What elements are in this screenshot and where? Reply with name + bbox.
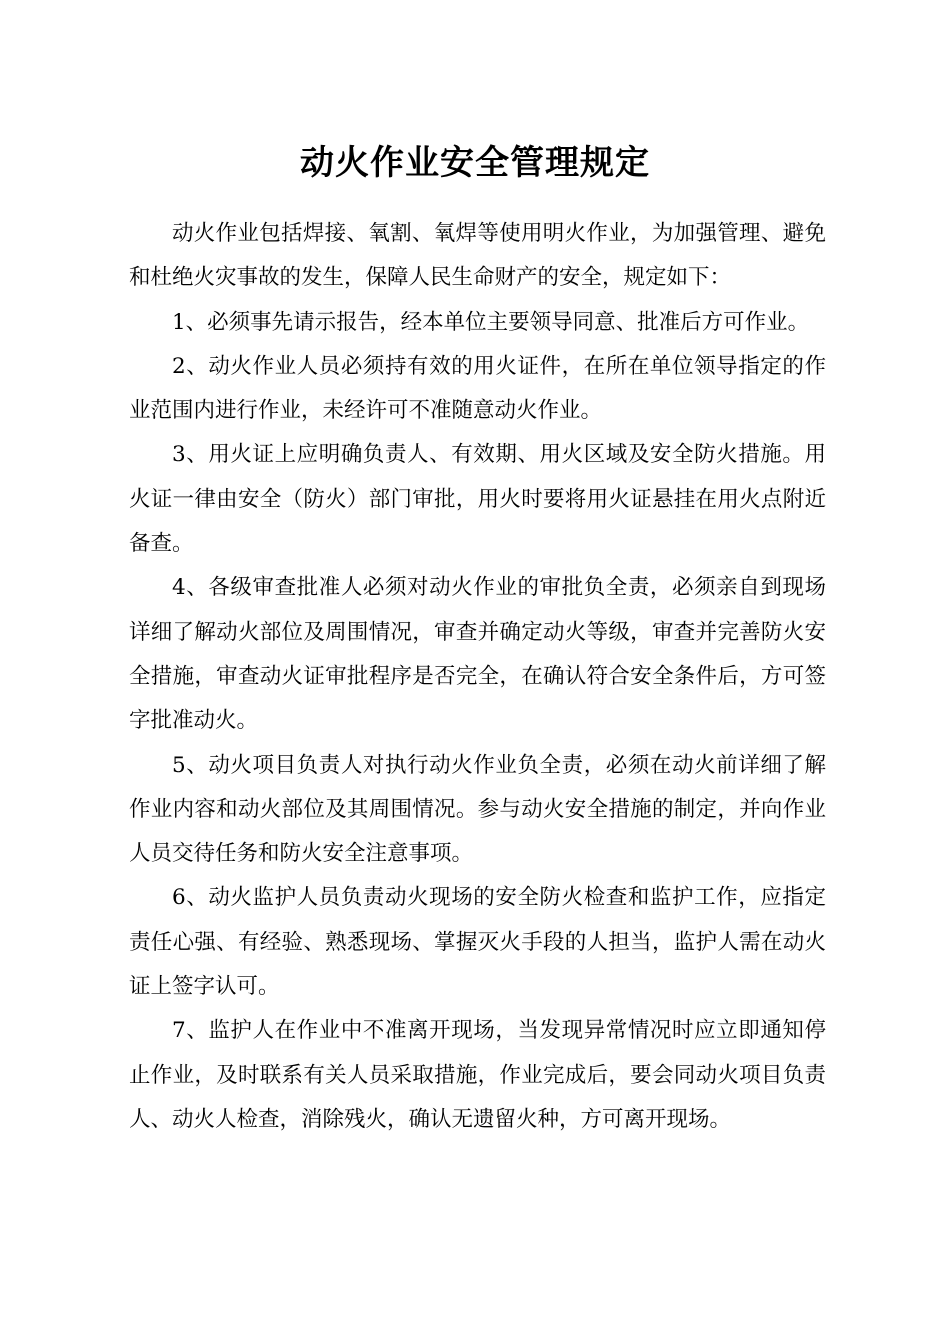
paragraph-rule-1: 1、必须事先请示报告，经本单位主要领导同意、批准后方可作业。 xyxy=(172,309,810,335)
paragraph-rule-5: 5、动火项目负责人对执行动火作业负全责，必须在动火前详细了解作业内容和动火部位及其周围情况。参与动火安全措施的制定，并向作业人员交待任务和防火安全注意事项。 xyxy=(129,752,826,867)
paragraph-rule-4: 4、各级审查批准人必须对动火作业的审批负全责，必须亲自到现场详细了解动火部位及周围情况，审查并确定动火等级，审查并完善防火安全措施，审查动火证审批程序是否完全，在确认符合安全条件后，方可签字批准动火。 xyxy=(129,575,826,734)
document-title: 动火作业安全管理规定 xyxy=(300,142,650,183)
paragraph-rule-3: 3、用火证上应明确负责人、有效期、用火区域及安全防火措施。用火证一律由安全（防火）部门审批，用火时要将用火证悬挂在用火点附近备查。 xyxy=(129,442,826,557)
paragraph-rule-6: 6、动火监护人员负责动火现场的安全防火检查和监护工作，应指定责任心强、有经验、熟悉现场、掌握灭火手段的人担当，监护人需在动火证上签字认可。 xyxy=(129,885,826,1000)
document-body xyxy=(129,212,826,1142)
paragraph-rule-7: 7、监护人在作业中不准离开现场，当发现异常情况时应立即通知停止作业，及时联系有关人员采取措施，作业完成后，要会同动火项目负责人、动火人检查，消除残火，确认无遗留火种，方可离开现场。 xyxy=(129,1018,826,1132)
paragraph-intro: 动火作业包括焊接、氧割、氧焊等使用明火作业，为加强管理、避免和杜绝火灾事故的发生，保障人民生命财产的安全，规定如下： xyxy=(129,221,826,291)
paragraph-rule-2: 2、动火作业人员必须持有效的用火证件，在所在单位领导指定的作业范围内进行作业，未经许可不准随意动火作业。 xyxy=(129,353,826,424)
